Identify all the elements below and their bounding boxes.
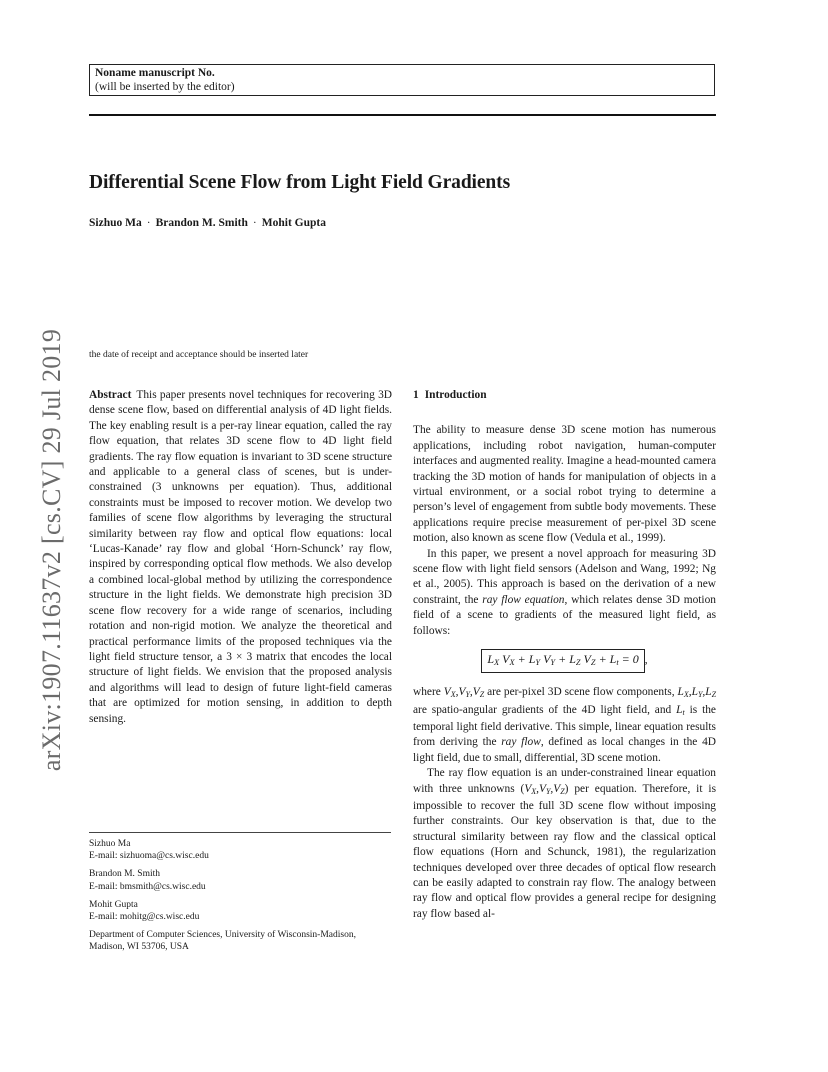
text-run: where [413, 686, 444, 699]
affiliation-entry [89, 838, 392, 862]
department-line: Madison, WI 53706, USA [89, 942, 189, 953]
left-column [89, 388, 392, 727]
header-rule [89, 114, 716, 116]
department-line: Department of Computer Sciences, University of Wisconsin-Madison, [89, 930, 356, 941]
section-number: 1 [413, 389, 419, 401]
affiliation-name: Sizhuo Ma [89, 839, 131, 849]
intro-paragraph-3: where $V_X,V_Y,V_Z$ are per-pixel 3D scene flow components, $L_X,L_Y,L_Z$ are spatio-angular gradients of the 4D light field, and $L_t$ is the temporal light field derivative. This simple, linear equation results from deriving the ray flow, defined as local changes in the 4D light field, due to small, differential, 3D scene motion. [413, 686, 717, 764]
author-name: Mohit Gupta [261, 217, 326, 229]
author-name: Brandon M. Smith [155, 217, 248, 229]
author-separator: · [146, 217, 151, 229]
equation-box: $L_X$ $V_X + L_Y$ $V_Y + L_Z$ $V_Z + L_t = 0$ [481, 649, 644, 673]
ray-flow-equation: $L_X$ $V_X + L_Y$ $V_Y + L_Z$ $V_Z + L_t = 0$ , [413, 649, 716, 673]
text-run: is the temporal light field derivative. This simple, linear equation results from deriving the [413, 703, 716, 749]
section-heading [413, 388, 716, 403]
affiliation-entry [89, 899, 392, 923]
affiliation-name: Brandon M. Smith [89, 869, 160, 880]
right-column [413, 388, 716, 922]
affiliation-email: E-mail: mohitg@cs.wisc.edu [89, 912, 200, 923]
text-run: are per-pixel 3D scene flow components, [484, 686, 678, 699]
abstract-label: Abstract [89, 389, 132, 401]
abstract [89, 388, 392, 727]
arxiv-sidebar [32, 328, 72, 772]
affiliation-name: Mohit Gupta [89, 899, 138, 910]
text-run: are spatio-angular gradients of the 4D light field, and [413, 703, 677, 716]
intro-paragraph-1: The ability to measure dense 3D scene motion has numerous applications, including robot navigation, human-computer interfaces and augmented reality. Imagine a head-mounted camera tracking the 3D motion of hands for manipulation of objects in a virtual environment, or a social robot trying to determine a person’s level of engagement from subtle body movements. These applications require precise measurement of per-pixel 3D scene motion, also known as scene flow (Vedula et al., 1999). [413, 424, 716, 545]
author-separator: · [252, 217, 257, 229]
emphasis-text: ray flow [501, 736, 541, 749]
section-title: Introduction [424, 389, 487, 401]
affiliations [89, 838, 392, 954]
text-run: ) per equation. Therefore, it is impossible to recover the full 3D scene flow without imposing further constraints. Our key observation is that, due to the structural similarity between ray flow and the classical optical flow equations (Horn and Schunck, 1981), the regularization techniques developed over three decades of optical flow research can be easily adapted to constrain ray flow. The analogy between ray flow and optical flow provides a general recipe for designing ray flow based al- [413, 782, 717, 920]
affiliation-entry [89, 868, 392, 892]
affiliation-department [89, 929, 392, 953]
paper-title: Differential Scene Flow from Light Field Gradients [89, 172, 511, 193]
manuscript-number: Noname manuscript No. [95, 67, 215, 79]
text-run: In this paper, we present a novel approach for measuring 3D scene flow with light field sensors (Adelson and Wang, 1992; Ng et al., 2005). This approach is based on the derivation of a new constraint, the [413, 547, 716, 606]
footnote-rule [89, 832, 391, 833]
author-list [89, 217, 326, 229]
text-run: The ray flow equation is an under-constrained linear equation with three unknowns ( [413, 767, 716, 795]
date-note: the date of receipt and acceptance should be inserted later [89, 350, 309, 360]
affiliation-email: E-mail: bmsmith@cs.wisc.edu [89, 881, 206, 892]
intro-paragraph-2 [413, 547, 716, 639]
affiliation-email: E-mail: sizhuoma@cs.wisc.edu [89, 851, 209, 862]
text-run: , defined as local changes in the 4D light field, due to small, differential, 3D scene motion. [413, 736, 717, 764]
manuscript-info-box [89, 64, 715, 96]
manuscript-editor-note: (will be inserted by the editor) [95, 80, 235, 93]
author-name: Sizhuo Ma [89, 217, 142, 229]
text-run: , which relates dense 3D motion field of a scene to gradients of the measured light field, as follows: [413, 593, 716, 637]
abstract-text: This paper presents novel techniques for recovering 3D dense scene flow, based on differential analysis of 4D light fields. The key enabling result is a per-ray linear equation, called the ray flow equation, that relates 3D scene flow to 4D light field gradients. The ray flow equation is invariant to 3D scene structure and applicable to a general class of scenes, but is under-constrained (3 unknowns per equation). Thus, additional constraints must be imposed to recover motion. We develop two families of scene flow algorithms by leveraging the structural similarity between ray flow and optical flow equations: local ‘Lucas-Kanade’ ray flow and global ‘Horn-Schunck’ ray flow, inspired by corresponding optical flow methods. We also develop a combined local-global method by utilizing the correspondence structure in the light fields. We demonstrate high precision 3D scene flow recovery for a wide range of scenarios, including rotation and non-rigid motion. We analyze the theoretical and practical performance limits of the proposed techniques via the light field structure tensor, a 3 × 3 matrix that encodes the local structure of light fields. We envision that the proposed analysis and algorithms will lead to design of future light-field cameras that are optimized for motion sensing, in addition to depth sensing. [89, 389, 392, 725]
arxiv-identifier: arXiv:1907.11637v2 [cs.CV] 29 Jul 2019 [37, 328, 66, 772]
emphasis-text: ray flow equation [482, 593, 565, 606]
intro-paragraph-4: The ray flow equation is an under-constrained linear equation with three unknowns $(V_X,V_Y,V_Z)$ per equation. Therefore, it is impossible to recover the full 3D scene flow without imposing further constraints. Our key observation is that, due to the structural similarity between ray flow and the classical optical flow equations (Horn and Schunck, 1981), the regularization techniques developed over three decades of optical flow research can be easily adapted to constrain ray flow. The analogy between ray flow and optical flow provides a general recipe for designing ray flow based al- [413, 767, 717, 920]
